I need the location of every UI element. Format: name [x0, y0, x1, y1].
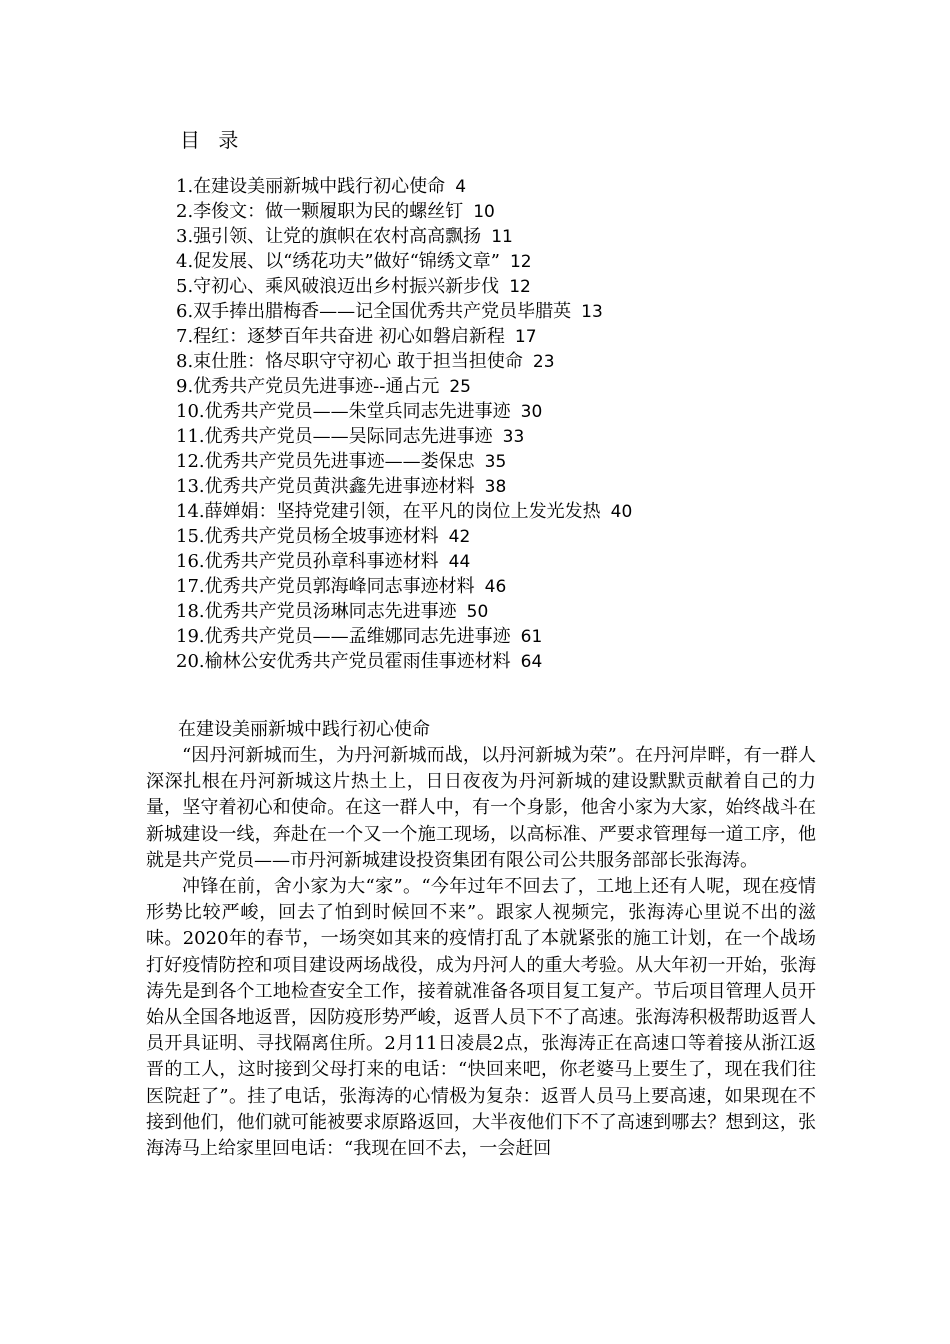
toc-item-title: 17.优秀共产党员郭海峰同志事迹材料	[176, 576, 475, 597]
toc-item[interactable]	[176, 199, 632, 224]
toc-item[interactable]	[176, 299, 632, 324]
toc-item[interactable]	[176, 524, 632, 549]
toc-item-page-number: 17	[514, 327, 537, 347]
toc-item-page-number: 46	[484, 577, 507, 597]
toc-item[interactable]	[176, 549, 632, 574]
toc-item[interactable]	[176, 499, 632, 524]
toc-item[interactable]	[176, 574, 632, 599]
toc-item-title: 11.优秀共产党员——吴际同志先进事迹	[176, 426, 493, 447]
toc-item-page-number: 38	[484, 477, 507, 497]
toc-item[interactable]	[176, 249, 632, 274]
toc-item-page-number: 10	[473, 202, 495, 222]
article-title: 在建设美丽新城中践行初心使命	[178, 719, 430, 740]
toc-item-title: 4.促发展、以“绣花功夫”做好“锦绣文章”	[176, 251, 500, 272]
toc-item-page-number: 42	[448, 527, 471, 547]
toc-item[interactable]	[176, 374, 632, 399]
toc-item[interactable]	[176, 349, 632, 374]
toc-item-page-number: 25	[449, 377, 471, 397]
article-paragraph: “因丹河新城而生，为丹河新城而战，以丹河新城为荣”。在丹河岸畔，有一群人深深扎根在丹河新城这片热土上，日日夜夜为丹河新城的建设默默贡献着自己的力量，坚守着初心和使命。在这一群人中，有一个身影，他舍小家为大家，始终战斗在新城建设一线，奔赴在一个又一个施工现场，以高标准、严要求管理每一道工序，他就是共产党员——市丹河新城建设投资集团有限公司公共服务部部长张海涛。	[146, 745, 816, 871]
toc-item-page-number: 61	[520, 627, 543, 647]
toc-item-page-number: 33	[502, 427, 525, 447]
toc-item-title: 7.程红：逐梦百年共奋进 初心如磐启新程	[176, 326, 505, 347]
toc-item-page-number: 4	[455, 177, 467, 197]
toc-item[interactable]	[176, 174, 632, 199]
toc-heading: 目 录	[180, 128, 245, 152]
toc-item-page-number: 64	[520, 652, 543, 672]
toc-item-title: 10.优秀共产党员——朱堂兵同志先进事迹	[176, 401, 511, 422]
toc-item[interactable]	[176, 649, 632, 674]
toc-item-title: 9.优秀共产党员先进事迹--通占元	[176, 376, 440, 397]
toc-item-title: 19.优秀共产党员——孟维娜同志先进事迹	[176, 626, 511, 647]
toc-item-page-number: 30	[520, 402, 543, 422]
toc-list	[176, 174, 632, 674]
toc-item[interactable]	[176, 274, 632, 299]
toc-item[interactable]	[176, 224, 632, 249]
toc-item[interactable]	[176, 399, 632, 424]
toc-item-title: 3.强引领、让党的旗帜在农村高高飘扬	[176, 226, 482, 247]
toc-item-page-number: 35	[484, 452, 507, 472]
toc-item-page-number: 40	[610, 502, 633, 522]
toc-item-title: 16.优秀共产党员孙章科事迹材料	[176, 551, 439, 572]
toc-item[interactable]	[176, 449, 632, 474]
toc-item-title: 20.榆林公安优秀共产党员霍雨佳事迹材料	[176, 651, 511, 672]
toc-item-page-number: 12	[509, 252, 532, 272]
toc-item-title: 15.优秀共产党员杨全坡事迹材料	[176, 526, 439, 547]
toc-item-title: 14.薛婵娟：坚持党建引领，在平凡的岗位上发光发热	[176, 501, 601, 522]
toc-item-title: 2.李俊文：做一颗履职为民的螺丝钉	[176, 201, 464, 222]
toc-item[interactable]	[176, 324, 632, 349]
toc-item-page-number: 12	[509, 277, 531, 297]
toc-item[interactable]	[176, 599, 632, 624]
toc-item[interactable]	[176, 624, 632, 649]
article-paragraph: 冲锋在前，舍小家为大“家”。“今年过年不回去了，工地上还有人呢，现在疫情形势比较严峻，回去了怕到时候回不来”。跟家人视频完，张海涛心里说不出的滋味。2020年的春节，一场突如其来的疫情打乱了本就紧张的施工计划，在一个战场打好疫情防控和项目建设两场战役，成为丹河人的重大考验。从大年初一开始，张海涛先是到各个工地检查安全工作，接着就准备各项目复工复产。节后项目管理人员开始从全国各地返晋，因防疫形势严峻，返晋人员下不了高速。张海涛积极帮助返晋人员开具证明、寻找隔离住所。2月11日凌晨2点，张海涛正在高速口等着接从浙江返晋的工人，这时接到父母打来的电话：“快回来吧，你老婆马上要生了，现在我们往医院赶了”。挂了电话，张海涛的心情极为复杂：返晋人员马上要高速，如果现在不接到他们，他们就可能被要求原路返回，大半夜他们下不了高速到哪去？想到这，张海涛马上给家里回电话：“我现在回不去，一会赶回	[146, 876, 816, 1160]
toc-item-title: 5.守初心、乘风破浪迈出乡村振兴新步伐	[176, 276, 500, 297]
toc-item-title: 18.优秀共产党员汤琳同志先进事迹	[176, 601, 457, 622]
toc-item[interactable]	[176, 424, 632, 449]
toc-item-title: 13.优秀共产党员黄洪鑫先进事迹材料	[176, 476, 475, 497]
toc-item-title: 12.优秀共产党员先进事迹——娄保忠	[176, 451, 475, 472]
toc-item-page-number: 11	[491, 227, 513, 247]
toc-item-title: 1.在建设美丽新城中践行初心使命	[176, 176, 446, 197]
toc-item-page-number: 13	[581, 302, 603, 322]
toc-item-title: 8.束仕胜：恪尽职守守初心 敢于担当担使命	[176, 351, 523, 372]
toc-item-page-number: 44	[448, 552, 471, 572]
article-body	[146, 743, 816, 1162]
toc-item[interactable]	[176, 474, 632, 499]
toc-item-page-number: 23	[532, 352, 555, 372]
toc-item-title: 6.双手捧出腊梅香——记全国优秀共产党员毕腊英	[176, 301, 572, 322]
toc-item-page-number: 50	[466, 602, 489, 622]
